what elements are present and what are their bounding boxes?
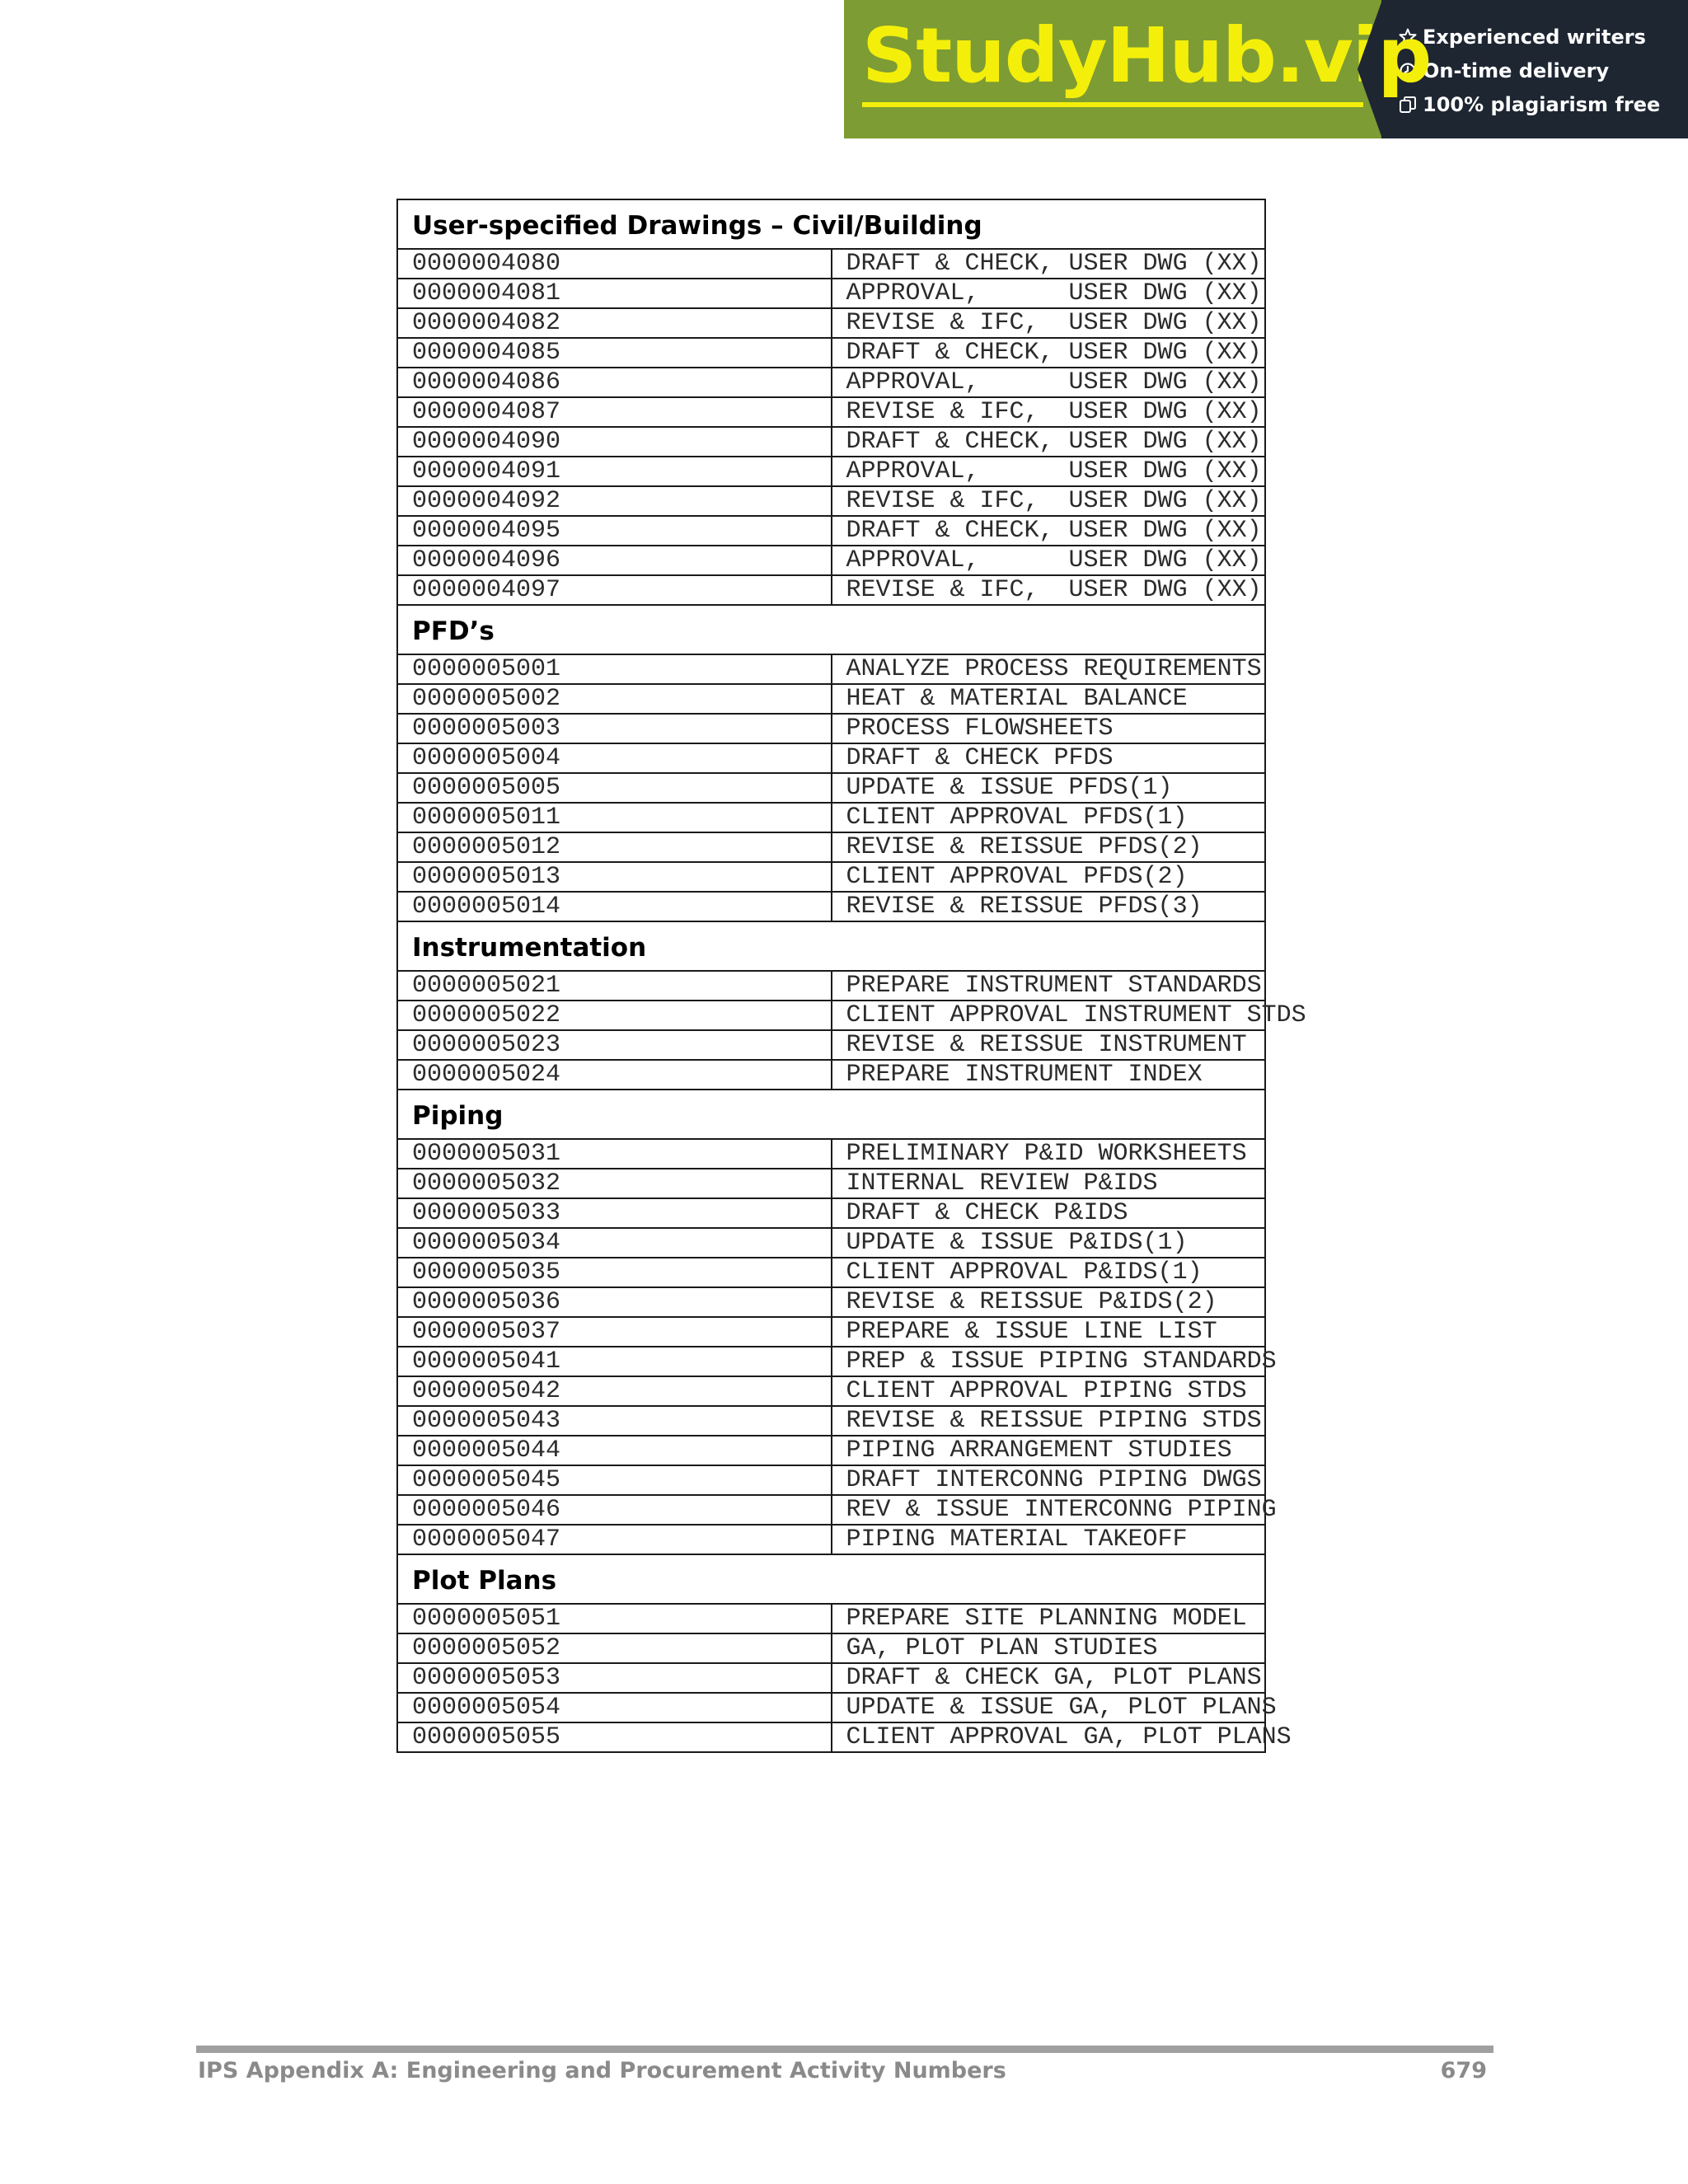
activity-description: DRAFT & CHECK, USER DWG (XX) <box>832 249 1266 279</box>
table-row <box>397 1347 1265 1376</box>
activity-description: PREP & ISSUE PIPING STANDARDS <box>832 1347 1266 1376</box>
table-row <box>397 249 1265 279</box>
activity-table <box>396 199 1306 1753</box>
section-header-row <box>397 199 1265 249</box>
table-row <box>397 1406 1265 1436</box>
table-row <box>397 338 1265 368</box>
footer-rule <box>196 2046 1493 2053</box>
table-row <box>397 368 1265 397</box>
table-row <box>397 457 1265 486</box>
activity-code: 0000004090 <box>397 427 832 457</box>
activity-table-body <box>397 199 1306 1752</box>
table-row <box>397 1465 1265 1495</box>
activity-description: GA, PLOT PLAN STUDIES <box>832 1633 1266 1663</box>
activity-code: 0000005051 <box>397 1604 832 1633</box>
table-row <box>397 1169 1265 1198</box>
activity-description: PIPING ARRANGEMENT STUDIES <box>832 1436 1266 1465</box>
activity-description: CLIENT APPROVAL PFDS(2) <box>832 862 1266 892</box>
section-header-row <box>397 1090 1265 1139</box>
activity-code: 0000005022 <box>397 1001 832 1030</box>
activity-code: 0000005044 <box>397 1436 832 1465</box>
activity-description: REVISE & REISSUE INSTRUMENT <box>832 1030 1266 1060</box>
activity-code: 0000004097 <box>397 575 832 605</box>
activity-description: PREPARE & ISSUE LINE LIST <box>832 1317 1266 1347</box>
table-row <box>397 546 1265 575</box>
table-row <box>397 1139 1265 1169</box>
table-row <box>397 714 1265 743</box>
section-title: PFD’s <box>397 605 1265 654</box>
table-row <box>397 486 1265 516</box>
studyhub-logo-text: StudyHub.vip <box>862 12 1432 100</box>
activity-description: PIPING MATERIAL TAKEOFF <box>832 1525 1266 1554</box>
studyhub-banner[interactable] <box>844 0 1688 138</box>
table-row <box>397 773 1265 803</box>
activity-code: 0000005013 <box>397 862 832 892</box>
activity-description: REVISE & IFC, USER DWG (XX) <box>832 308 1266 338</box>
activity-code: 0000005053 <box>397 1663 832 1693</box>
activity-code: 0000005021 <box>397 971 832 1001</box>
activity-code: 0000005001 <box>397 654 832 684</box>
activity-code: 0000005032 <box>397 1169 832 1198</box>
activity-code: 0000004085 <box>397 338 832 368</box>
activity-code: 0000004092 <box>397 486 832 516</box>
activity-code: 0000005045 <box>397 1465 832 1495</box>
logo-underline <box>862 102 1363 107</box>
table-row <box>397 832 1265 862</box>
activity-code: 0000004095 <box>397 516 832 546</box>
section-title: Piping <box>397 1090 1265 1139</box>
activity-code: 0000005033 <box>397 1198 832 1228</box>
activity-description: REVISE & IFC, USER DWG (XX) <box>832 575 1266 605</box>
activity-description: APPROVAL, USER DWG (XX) <box>832 279 1266 308</box>
activity-code: 0000005024 <box>397 1060 832 1090</box>
activity-code: 0000004086 <box>397 368 832 397</box>
activity-description: PREPARE INSTRUMENT INDEX <box>832 1060 1266 1090</box>
feature-label: 100% plagiarism free <box>1423 92 1661 116</box>
activity-code: 0000004091 <box>397 457 832 486</box>
table-row <box>397 971 1265 1001</box>
activity-description: REVISE & REISSUE P&IDS(2) <box>832 1287 1266 1317</box>
activity-code: 0000005011 <box>397 803 832 832</box>
table-row <box>397 516 1265 546</box>
section-header-row <box>397 1554 1265 1604</box>
table-row <box>397 1633 1265 1663</box>
activity-description: DRAFT INTERCONNG PIPING DWGS <box>832 1465 1266 1495</box>
table-row <box>397 1258 1265 1287</box>
table-row <box>397 1228 1265 1258</box>
activity-description: REVISE & IFC, USER DWG (XX) <box>832 486 1266 516</box>
activity-code: 0000005034 <box>397 1228 832 1258</box>
table-row <box>397 862 1265 892</box>
activity-code: 0000005023 <box>397 1030 832 1060</box>
table-row <box>397 1060 1265 1090</box>
activity-description: REVISE & REISSUE PFDS(2) <box>832 832 1266 862</box>
activity-code: 0000005043 <box>397 1406 832 1436</box>
table-row <box>397 308 1265 338</box>
table-row <box>397 743 1265 773</box>
table-row <box>397 1001 1265 1030</box>
activity-description: HEAT & MATERIAL BALANCE <box>832 684 1266 714</box>
activity-description: UPDATE & ISSUE PFDS(1) <box>832 773 1266 803</box>
activity-code: 0000005041 <box>397 1347 832 1376</box>
activity-code: 0000005004 <box>397 743 832 773</box>
footer-title: IPS Appendix A: Engineering and Procurement Activity Numbers <box>198 2058 1006 2083</box>
activity-description: CLIENT APPROVAL PFDS(1) <box>832 803 1266 832</box>
activity-description: DRAFT & CHECK P&IDS <box>832 1198 1266 1228</box>
table-row <box>397 1198 1265 1228</box>
table-row <box>397 575 1265 605</box>
activity-code: 0000005005 <box>397 773 832 803</box>
table-row <box>397 1317 1265 1347</box>
activity-description: ANALYZE PROCESS REQUIREMENTS <box>832 654 1266 684</box>
activity-code: 0000005002 <box>397 684 832 714</box>
activity-code: 0000004080 <box>397 249 832 279</box>
table-row <box>397 1436 1265 1465</box>
activity-description: CLIENT APPROVAL PIPING STDS <box>832 1376 1266 1406</box>
table-row <box>397 1693 1265 1722</box>
activity-code: 0000004087 <box>397 397 832 427</box>
activity-description: CLIENT APPROVAL P&IDS(1) <box>832 1258 1266 1287</box>
table-row <box>397 892 1265 921</box>
feature-experienced-writers <box>1398 20 1688 54</box>
feature-plagiarism-free <box>1398 87 1688 121</box>
activity-code: 0000005035 <box>397 1258 832 1287</box>
activity-code: 0000004081 <box>397 279 832 308</box>
feature-on-time-delivery <box>1398 54 1688 87</box>
table-row <box>397 1525 1265 1554</box>
activity-description: PREPARE INSTRUMENT STANDARDS <box>832 971 1266 1001</box>
activity-description: PRELIMINARY P&ID WORKSHEETS <box>832 1139 1266 1169</box>
page-number: 679 <box>1440 2058 1487 2083</box>
activity-code: 0000005036 <box>397 1287 832 1317</box>
activity-code: 0000005054 <box>397 1693 832 1722</box>
banner-chevron <box>1357 0 1382 138</box>
activity-code: 0000004082 <box>397 308 832 338</box>
table-row <box>397 1287 1265 1317</box>
activity-description: APPROVAL, USER DWG (XX) <box>832 457 1266 486</box>
table-row <box>397 1604 1265 1633</box>
activity-description: REV & ISSUE INTERCONNG PIPING <box>832 1495 1266 1525</box>
activity-description: REVISE & REISSUE PFDS(3) <box>832 892 1266 921</box>
activity-code: 0000005055 <box>397 1722 832 1752</box>
activity-code: 0000005046 <box>397 1495 832 1525</box>
table-row <box>397 654 1265 684</box>
activity-description: UPDATE & ISSUE P&IDS(1) <box>832 1228 1266 1258</box>
table-row <box>397 803 1265 832</box>
activity-description: UPDATE & ISSUE GA, PLOT PLANS <box>832 1693 1266 1722</box>
table-row <box>397 397 1265 427</box>
activity-description: APPROVAL, USER DWG (XX) <box>832 546 1266 575</box>
activity-code: 0000005037 <box>397 1317 832 1347</box>
activity-description: REVISE & IFC, USER DWG (XX) <box>832 397 1266 427</box>
activity-description: PROCESS FLOWSHEETS <box>832 714 1266 743</box>
section-title: Plot Plans <box>397 1554 1265 1604</box>
table-row <box>397 1376 1265 1406</box>
feature-label: On-time delivery <box>1423 59 1610 82</box>
table-row <box>397 279 1265 308</box>
feature-label: Experienced writers <box>1423 25 1646 49</box>
table-row <box>397 1722 1265 1752</box>
section-title: User-specified Drawings – Civil/Building <box>397 199 1265 249</box>
activity-description: REVISE & REISSUE PIPING STDS <box>832 1406 1266 1436</box>
activity-description: CLIENT APPROVAL GA, PLOT PLANS <box>832 1722 1266 1752</box>
activity-description: PREPARE SITE PLANNING MODEL <box>832 1604 1266 1633</box>
activity-description: DRAFT & CHECK, USER DWG (XX) <box>832 338 1266 368</box>
section-header-row <box>397 921 1265 971</box>
table-row <box>397 1663 1265 1693</box>
activity-description: DRAFT & CHECK GA, PLOT PLANS <box>832 1663 1266 1693</box>
activity-code: 0000005031 <box>397 1139 832 1169</box>
activity-description: APPROVAL, USER DWG (XX) <box>832 368 1266 397</box>
activity-description: DRAFT & CHECK, USER DWG (XX) <box>832 516 1266 546</box>
section-header-row <box>397 605 1265 654</box>
activity-description: DRAFT & CHECK PFDS <box>832 743 1266 773</box>
table-row <box>397 1495 1265 1525</box>
studyhub-logo[interactable] <box>844 0 1432 138</box>
activity-code: 0000005003 <box>397 714 832 743</box>
activity-code: 0000005052 <box>397 1633 832 1663</box>
table-row <box>397 684 1265 714</box>
activity-description: CLIENT APPROVAL INSTRUMENT STDS <box>832 1001 1266 1030</box>
activity-code: 0000005047 <box>397 1525 832 1554</box>
section-title: Instrumentation <box>397 921 1265 971</box>
activity-code: 0000005042 <box>397 1376 832 1406</box>
activity-code: 0000005012 <box>397 832 832 862</box>
activity-description: DRAFT & CHECK, USER DWG (XX) <box>832 427 1266 457</box>
activity-description: INTERNAL REVIEW P&IDS <box>832 1169 1266 1198</box>
table-row <box>397 1030 1265 1060</box>
activity-code: 0000005014 <box>397 892 832 921</box>
table-row <box>397 427 1265 457</box>
activity-code: 0000004096 <box>397 546 832 575</box>
